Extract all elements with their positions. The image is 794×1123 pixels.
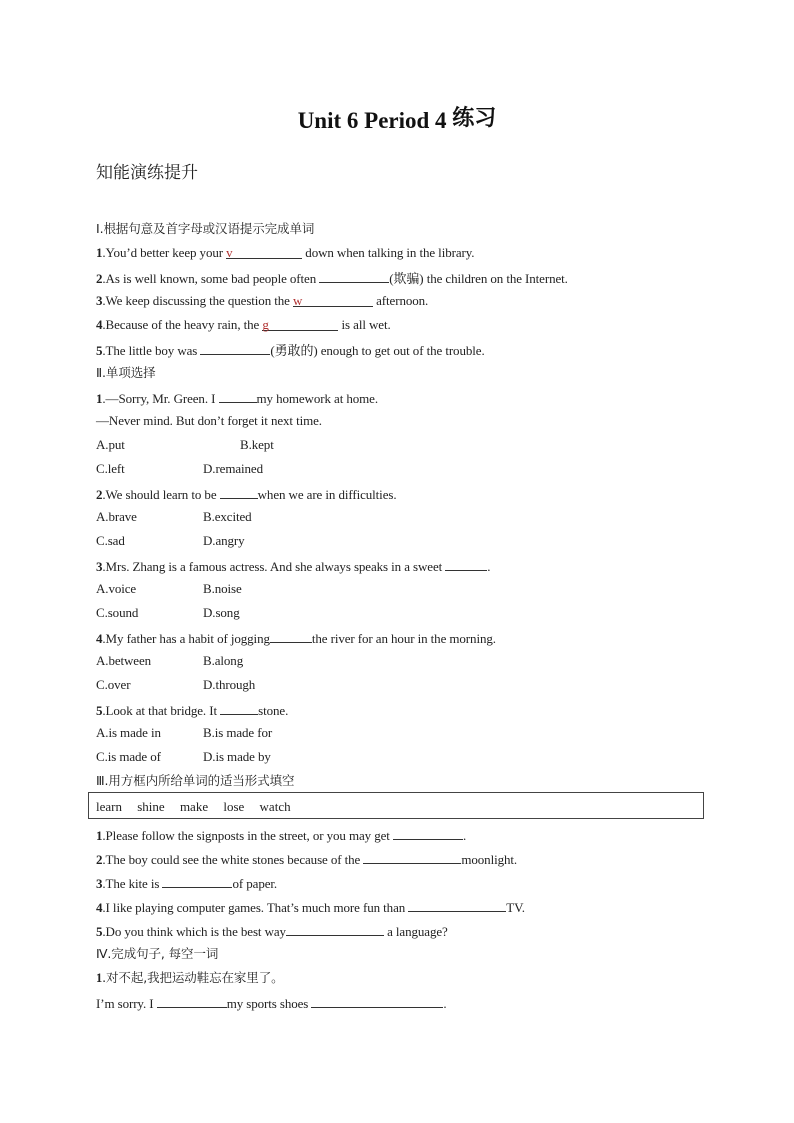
p2-q1-opt-a[interactable]: A.put xyxy=(96,437,125,452)
page-title xyxy=(0,104,794,135)
p2-q2-blank[interactable] xyxy=(220,485,258,499)
p3-q4: 4.I like playing computer games. That’s much more fun than TV. xyxy=(96,900,525,915)
p2-q3-opt-a[interactable]: A.voice xyxy=(96,581,137,596)
p1-q2-blank[interactable] xyxy=(319,269,389,283)
p2-q5-blank[interactable] xyxy=(220,701,258,715)
title-cn: 练习 xyxy=(452,106,497,131)
p1-q2: 2.As is well known, some bad people often (欺骗) the children on the Internet. xyxy=(96,271,568,286)
p2-q1-opt-d[interactable]: D.remained xyxy=(203,461,264,476)
p3-q5: 5.Do you think which is the best way a language? xyxy=(96,924,448,939)
p2-q1-blank[interactable] xyxy=(219,389,257,403)
p2-q4-opt-c[interactable]: C.over xyxy=(96,677,131,692)
p3-q2-blank[interactable] xyxy=(363,850,461,864)
p2-q3-blank[interactable] xyxy=(445,557,487,571)
p1-q5: 5.The little boy was (勇敢的) enough to get out of the trouble. xyxy=(96,343,485,358)
p3-q3-blank[interactable] xyxy=(162,874,232,888)
section-1-heading: Ⅰ.根据句意及首字母或汉语提示完成单词 xyxy=(96,221,315,236)
p2-q4-blank[interactable] xyxy=(270,629,312,643)
p2-q2-opt-c[interactable]: C.sad xyxy=(96,533,125,548)
p2-q3-opt-c[interactable]: C.sound xyxy=(96,605,139,620)
p2-q4: 4.My father has a habit of jogging the river for an hour in the morning. xyxy=(96,631,496,646)
p2-q1-opt-b[interactable]: B.kept xyxy=(240,437,274,452)
section-4-heading: Ⅳ.完成句子, 每空一词 xyxy=(96,946,219,961)
p1-q4: 4.Because of the heavy rain, the g is all wet. xyxy=(96,317,391,332)
p2-q5-opt-a[interactable]: A.is made in xyxy=(96,725,161,740)
p3-q5-blank[interactable] xyxy=(286,922,384,936)
p3-q1-blank[interactable] xyxy=(393,826,463,840)
p1-q1: 1.You’d better keep your v down when talking in the library. xyxy=(96,245,475,260)
p3-q3: 3.The kite is of paper. xyxy=(96,876,278,891)
p1-q3-blank[interactable]: w xyxy=(293,293,373,307)
p4-q1-blank-1[interactable] xyxy=(157,994,227,1008)
p3-q2: 2.The boy could see the white stones because of the moonlight. xyxy=(96,852,518,867)
p2-q3-opt-b[interactable]: B.noise xyxy=(203,581,242,596)
p4-q1: I’m sorry. I my sports shoes . xyxy=(96,996,447,1011)
p1-q4-blank[interactable]: g xyxy=(262,317,338,331)
p2-q2-opt-b[interactable]: B.excited xyxy=(203,509,252,524)
p3-q1: 1.Please follow the signposts in the street, or you may get . xyxy=(96,828,467,843)
p2-q5-opt-b[interactable]: B.is made for xyxy=(203,725,273,740)
word-lose: lose xyxy=(223,799,245,814)
p2-q3: 3.Mrs. Zhang is a famous actress. And she always speaks in a sweet . xyxy=(96,559,491,574)
p2-q2-opt-a[interactable]: A.brave xyxy=(96,509,137,524)
p1-q1-blank[interactable]: v xyxy=(226,245,302,259)
word-box-words xyxy=(96,799,303,815)
word-watch: watch xyxy=(259,799,291,814)
p2-q4-opt-b[interactable]: B.along xyxy=(203,653,244,668)
p2-q1: 1.—Sorry, Mr. Green. I my homework at home. xyxy=(96,391,378,406)
page-subtitle: 知能演练提升 xyxy=(96,163,198,183)
section-2-heading: Ⅱ.单项选择 xyxy=(96,365,156,380)
p3-q4-blank[interactable] xyxy=(408,898,506,912)
word-make: make xyxy=(179,799,209,814)
p1-q3: 3.We keep discussing the question the w afternoon. xyxy=(96,293,429,308)
p2-q5-opt-d[interactable]: D.is made by xyxy=(203,749,271,764)
p2-q2-opt-d[interactable]: D.angry xyxy=(203,533,245,548)
p1-q5-blank[interactable] xyxy=(200,341,270,355)
p2-q4-opt-d[interactable]: D.through xyxy=(203,677,256,692)
p4-q1-blank-2[interactable] xyxy=(311,994,443,1008)
p2-q2: 2.We should learn to be when we are in difficulties. xyxy=(96,487,397,502)
word-shine: shine xyxy=(137,799,165,814)
word-learn: learn xyxy=(96,799,122,814)
p2-q5: 5.Look at that bridge. It stone. xyxy=(96,703,289,718)
p2-q4-opt-a[interactable]: A.between xyxy=(96,653,152,668)
p2-q3-opt-d[interactable]: D.song xyxy=(203,605,240,620)
section-3-heading: Ⅲ.用方框内所给单词的适当形式填空 xyxy=(96,773,295,788)
p2-q1-reply: —Never mind. But don’t forget it next time. xyxy=(96,413,322,428)
title-en: Unit 6 Period 4 xyxy=(297,108,447,133)
p2-q1-opt-c[interactable]: C.left xyxy=(96,461,125,476)
p4-q1-chinese: 1.对不起,我把运动鞋忘在家里了。 xyxy=(96,970,284,985)
p2-q5-opt-c[interactable]: C.is made of xyxy=(96,749,161,764)
